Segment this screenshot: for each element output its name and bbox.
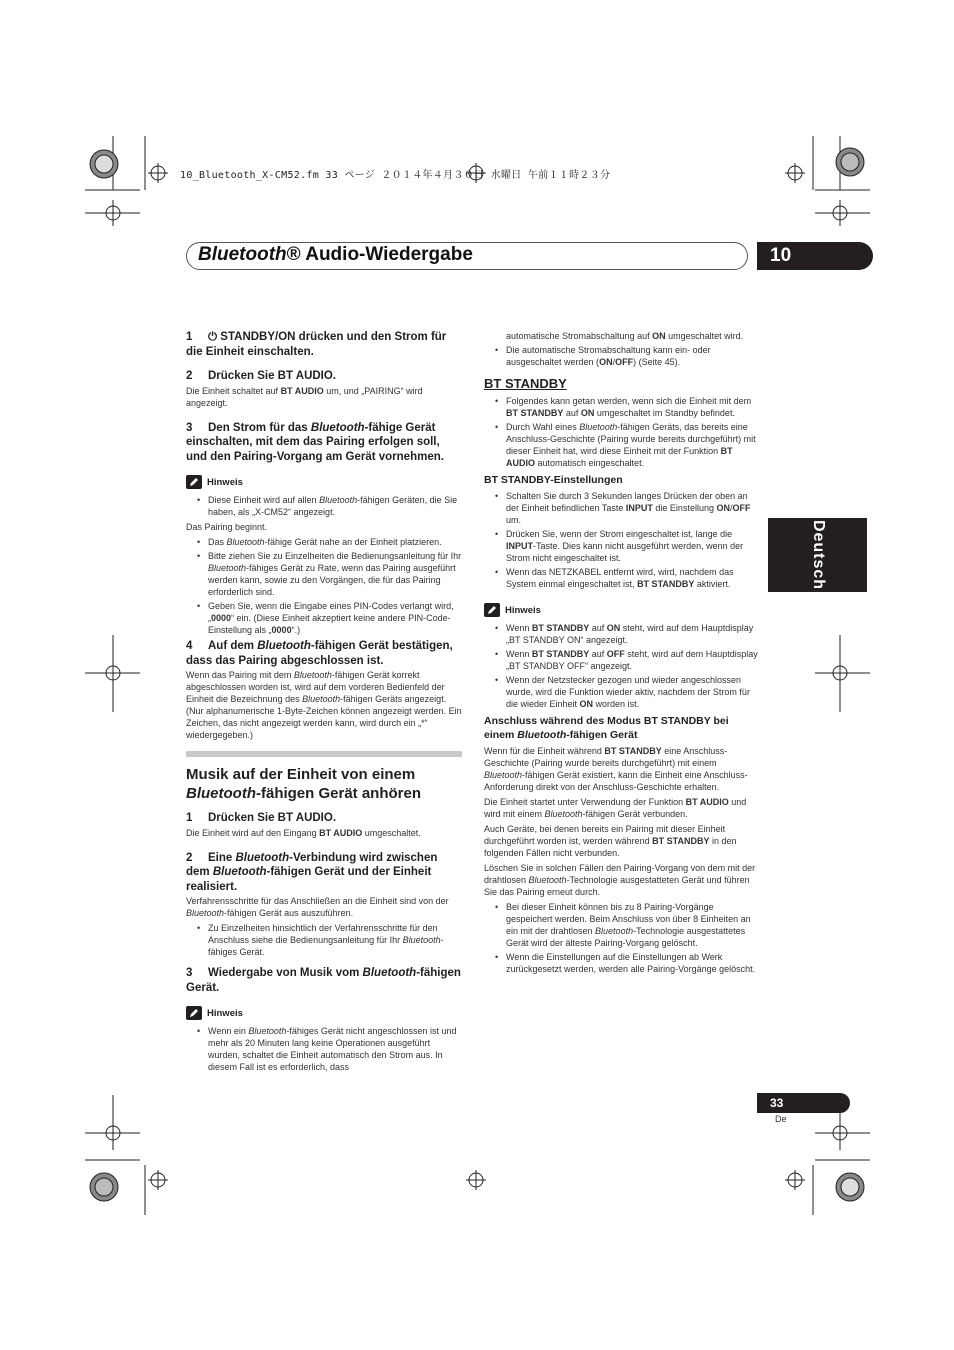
section-step-2-list [186,922,462,958]
power-icon: ⏻ [208,331,218,343]
step-2 [186,369,462,384]
hint-list-4 [484,622,760,710]
hint-label: Hinweis [207,476,243,488]
pencil-note-icon [484,603,500,617]
page-number: 33 [757,1093,850,1113]
step-number: 1 [186,812,193,824]
file-header: 10_Bluetooth_X-CM52.fm 33 ページ ２０１４年４月３０日 水曜日 午前１１時２３分 [180,170,611,181]
settings-list [484,490,760,590]
list-item: • Folgendes kann getan werden, wenn sich die Einheit mit dem BT STANDBY auf ON umgeschaltet im Standby befindet. [484,395,760,419]
list-item: • Bitte ziehen Sie zu Einzelheiten die Bedienungsanleitung für Ihr Bluetooth-fähiges Gerät zu Rate, wenn das Pairing ausgeführt werden kann, sowie zu den Vorgängen, die für das Pairing erforderlich sind. [186,550,462,598]
section-heading: Musik auf der Einheit von einem Bluetooth-fähigen Gerät anhören [186,766,422,802]
step-1 [186,330,462,359]
title-rest: ® Audio-Wiedergabe [286,244,473,265]
connection-paragraph-2: Die Einheit startet unter Verwendung der Funktion BT AUDIO und wird mit einem Bluetooth-fähigen Gerät verbunden. [484,797,747,819]
step-number: 2 [186,370,193,382]
left-column [186,330,462,1076]
list-item: • Wenn die Einstellungen auf die Einstellungen ab Werk zurückgesetzt werden, werden alle Pairing-Vorgänge gelöscht. [484,951,760,975]
list-item: • Wenn ein Bluetooth-fähiges Gerät nicht angeschlossen ist und mehr als 20 Minuten lang keine Operationen ausgeführt wurden, schaltet die Einheit automatisch den Strom aus. In diesem Fall ist es erforderlich, dass [186,1025,462,1073]
list-item: • Wenn BT STANDBY auf ON steht, wird auf dem Hauptdisplay „BT STANDBY ON“ angezeigt. [484,622,760,646]
list-item: • Wenn das NETZKABEL entfernt wird, wird, nachdem das System einmal eingeschaltet ist, BT STANDBY aktiviert. [484,566,760,590]
pairing-begins: Das Pairing beginnt. [186,522,268,532]
step-number: 4 [186,640,193,652]
right-column [484,330,760,978]
list-item: • Schalten Sie durch 3 Sekunden langes Drücken der oben an der Einheit befindlichen Taste INPUT die Einstellung ON/OFF um. [484,490,760,526]
language-tab-label: Deutsch [809,519,827,591]
list-item: • Das Bluetooth-fähige Gerät nahe an der Einheit platzieren. [186,536,462,548]
step-number: 2 [186,851,193,864]
hint-label: Hinweis [505,604,541,616]
step-number: 3 [186,967,193,979]
step-number: 3 [186,421,193,434]
section-step-1: 1 Drücken Sie BT AUDIO. [186,812,337,824]
page-title [198,244,473,266]
connection-heading: Anschluss während des Modus BT STANDBY bei einem Bluetooth-fähigen Gerät [484,715,729,741]
bt-standby-list [484,395,760,469]
language-tab [768,518,867,592]
title-italic: Bluetooth [198,244,287,265]
pencil-note-icon [186,1006,202,1020]
step-4: 4 Auf dem Bluetooth-fähigen Gerät bestätigen, dass das Pairing abgeschlossen ist. [186,640,453,667]
hint-box-2 [186,1005,462,1021]
chapter-number: 10 [757,242,873,270]
page-language: De [775,1114,787,1124]
step-2-body: Die Einheit schaltet auf BT AUDIO um, und „PAIRING“ wird angezeigt. [186,385,423,408]
section-step-1-body: Die Einheit wird auf den Eingang BT AUDIO umgeschaltet. [186,827,421,838]
section-step-3: 3 Wiedergabe von Musik vom Bluetooth-fähigen Gerät. [186,967,461,994]
connection-paragraph-3: Auch Geräte, bei denen bereits ein Pairing mit dieser Einheit durchgeführt worden ist, werden während BT STANDBY in den folgenden Fällen nicht verbunden. [484,824,737,858]
step-number: 1 [186,331,193,343]
continued-list [484,330,760,368]
step-3: 3 Den Strom für das Bluetooth-fähige Gerät einschalten, mit dem das Pairing erfolgen soll, und den Pairing-Vorgang am Gerät vornehmen. [186,421,444,463]
list-item: • Diese Einheit wird auf allen Bluetooth-fähigen Geräten, die Sie haben, als „X-CM52“ angezeigt. [186,494,462,518]
hint-list [186,494,462,518]
list-item-continued: automatische Stromabschaltung auf ON umgeschaltet wird. [506,331,744,341]
list-item: • Wenn BT STANDBY auf OFF steht, wird auf dem Hauptdisplay „BT STANDBY OFF“ angezeigt. [484,648,760,672]
hint-label: Hinweis [207,1007,243,1019]
connection-paragraph-1: Wenn für die Einheit während BT STANDBY eine Anschluss-Geschichte (Pairing wurde bereits durchgeführt) mit einem Bluetooth-fähigen Gerät existiert, kann die Einheit eine Anschluss-Anforderung direkt von der Anschluss-Geschichte erhalten. [484,746,748,792]
list-item: • Drücken Sie, wenn der Strom eingeschaltet ist, lange die INPUT-Taste. Dies kann nicht ausgeführt werden, wenn der Strom nicht eingeschaltet ist. [484,528,760,564]
section-step-2: 2 Eine Bluetooth-Verbindung wird zwischen dem Bluetooth-fähigen Gerät und der Einheit realisiert. [186,851,438,893]
list-item: • Wenn der Netzstecker gezogen und wieder angeschlossen wurde, wird die Funktion wieder aktiv, nachdem der Strom für die wieder Einheit ON worden ist. [484,674,760,710]
connection-list [484,901,760,975]
list-item: • Durch Wahl eines Bluetooth-fähigen Geräts, das bereits eine Anschluss-Geschichte (Pairing wurde bereits durchgeführt) mit dieser Einheit hat, wird diese Einheit mit der Funktion BT AUDIO automatisch eingeschaltet. [484,421,760,469]
step-text: Drücken Sie BT AUDIO. [208,370,337,382]
step-4-body: Wenn das Pairing mit dem Bluetooth-fähigen Gerät korrekt abgeschlossen worden ist, wird auf dem vorderen Bedienfeld der Einheit die Bezeichnung des Bluetooth-fähigen Geräts angezeigt. (Nur alphanumerische 1-Byte-Zeichen können angezeigt werden. Ein Zeichen, das nicht angezeigt werden kann, wird durch ein „*“ wiedergegeben.) [186,670,462,740]
connection-paragraph-4: Löschen Sie in solchen Fällen den Pairing-Vorgang von dem mit der drahtlosen Bluetooth-Technologie ausgestatteten Gerät und führen Sie das Pairing erneut durch. [484,863,756,897]
list-item: • Geben Sie, wenn die Eingabe eines PIN-Codes verlangt wird, „0000“ ein. (Diese Einheit akzeptiert keine andere PIN-Code-Einstellung als „0000“.) [186,600,462,636]
bt-standby-settings-heading: BT STANDBY-Einstellungen [484,474,623,486]
section-step-2-body: Verfahrensschritte für das Anschließen an die Einheit sind von der Bluetooth-fähigen Gerät aus auszuführen. [186,896,449,918]
list-item: • Die automatische Stromabschaltung kann ein- oder ausgeschaltet werden (ON/OFF) (Seite 45). [484,344,760,368]
section-divider [186,751,462,757]
list-item: • Zu Einzelheiten hinsichtlich der Verfahrensschritte für den Anschluss siehe die Bedienungsanleitung für Ihr Bluetooth-fähiges Gerät. [186,922,462,958]
step-text: STANDBY/ON drücken und den Strom für die Einheit einschalten. [186,331,447,358]
hint-list-2 [186,536,462,636]
hint-list-3 [186,1025,462,1073]
list-item: • Bei dieser Einheit können bis zu 8 Pairing-Vorgänge gespeichert werden. Beim Anschluss von über 8 Einheiten an ein mit der drahtlosen Bluetooth-Technologie ausgestattetes Gerät wird der älteste Pairing-Vorgang gelöscht. [484,901,760,949]
hint-box [186,474,462,490]
bt-standby-heading: BT STANDBY [484,376,567,391]
hint-box-3 [484,602,760,618]
pencil-note-icon [186,475,202,489]
